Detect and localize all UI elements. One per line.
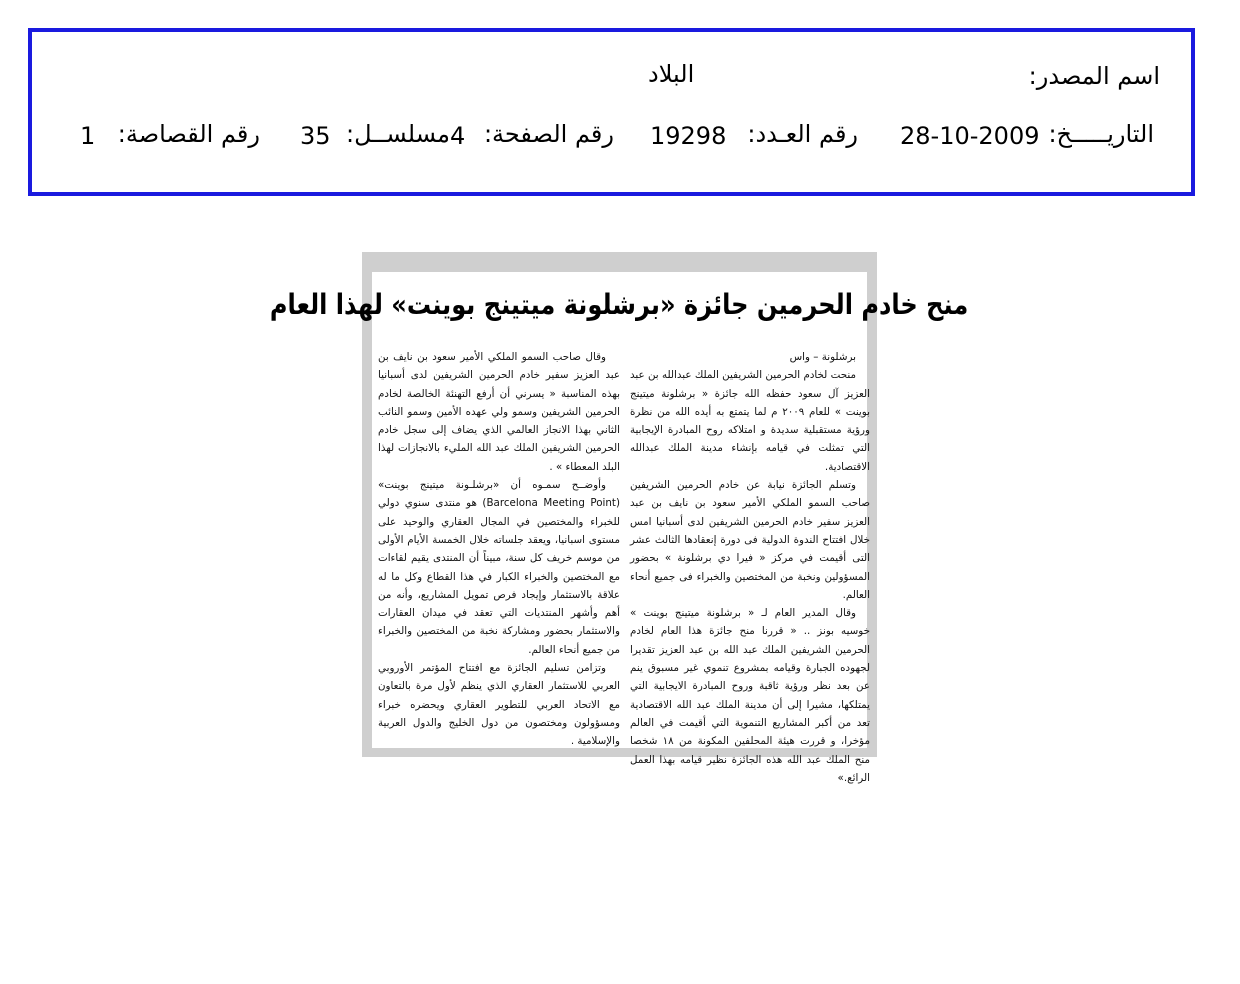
left-paragraph: وتزامن تسليم الجائزة مع افتتاح المؤتمر الأوروبي العربي للاستثمار العقاري الذي ينظم لأول مرة بالتعاون مع الاتحاد العربي للتطوير العقاري ويحضره خبراء ومسؤولون ومختصون من دول الخليج والدول العربية والإسلامية . [378,662,620,748]
right-paragraph: وتسلم الجائزة نيابة عن خادم الحرمين الشريفين صاحب السمو الملكي الأمير سعود بن نايف بن عبد العزيز سفير خادم الحرمين الشريفين لدى أسبانيا امس خلال افتتاح الندوة الدولية فى دورة إنعقادها الثالث عشر التى أقيمت في مركز « فيرا دي برشلونة » بحضور المسؤولين ونخبة من المختصين والخبراء فى جميع أنحاء العالم. [630,479,870,601]
clip-number-label: رقم القصاصة: [117,120,260,148]
right-paragraph: برشلونة – واس [789,351,856,363]
page-label: رقم الصفحة: [483,120,614,148]
article-column-left [378,348,620,751]
page-value: 4 [450,122,466,150]
source-value: البلاد [648,60,695,88]
headline-band [270,272,969,336]
right-paragraph: وقال المدير العام لـ « برشلونة ميتينج بوينت » خوسيه بونز .. « قررنا منح جائزة هذا العام لخادم الحرمين الشريفين الملك عبد الله بن عبد العزيز تقديرا لجهوده الجبارة وقيامه بمشروع تنموي غير مسبوق ينم عن بعد نظر ورؤية ثاقبة وروح المبادرة الايجابية التي يمتلكها، مشيرا إلى أن مدينة الملك عبد الله الاقتصادية تعد من أكبر المشاريع التنموية التي أقيمت في العالم مؤخرا، و قررت هيئة المحلفين المكونة من ١٨ شخصا منح الملك عبد الله هذه الجائزة نظير قيامه بهذا العمل الرائع.» [630,607,870,784]
left-paragraph: وقال صاحب السمو الملكي الأمير سعود بن نايف بن عبد العزيز سفير خادم الحرمين الشريفين لدى أسبانيا بهذه المناسبة « يسرني أن أرفع التهنئة الخالصة لخادم الحرمين الشريفين وسمو ولي عهده الأمين وسمو النائب الثاني بهذا الانجاز العالمي الذي يضاف إلى سجل خادم الحرمين الشريفين الملك عبد الله المليء بالانجازات لهذا البلد المعطاء » . [378,351,620,473]
article-headline: منح خادم الحرمين جائزة «برشلونة ميتينج بوينت» لهذا العام [270,287,969,321]
issue-label: رقم العـدد: [747,120,858,148]
issue-value: 19298 [650,122,727,150]
newspaper-clipping [270,252,969,784]
date-value: 28-10-2009 [900,122,1040,150]
date-label: التاريـــــخ: [1048,120,1154,148]
clip-number-value: 1 [80,122,96,150]
serial-label: مسلســل: [346,120,450,148]
source-info-box [28,28,1195,196]
right-paragraph: منحت لخادم الحرمين الشريفين الملك عبدالله بن عبد العزيز آل سعود حفظه الله جائزة « برشلونة ميتينج بوينت » للعام ٢٠٠٩ م لما يتمتع به أيده الله من نظرة ورؤية مستقبلية سديدة و امتلاكه روح المبادرة الإيجابية التي تمثلت في قيامه بإنشاء مدينة الملك عبدالله الاقتصادية. [630,369,870,473]
clipping-content [270,272,969,784]
article-column-right [630,348,870,787]
source-label: اسم المصدر: [1028,62,1160,90]
serial-value: 35 [300,122,331,150]
left-paragraph: وأوضــح سمـوه أن «برشلـونة ميتينج بوينت» (Barcelona Meeting Point) هو منتدى سنوي دولي للخبراء والمختصين في المجال العقاري والوحيد على مستوى اسبانيا، ويعقد جلساته خلال الخمسة الأيام الأولى من موسم خريف كل سنة، مبيناً أن المنتدى يقيم لقاءات مع المختصين والخبراء الكبار في هذا القطاع وكل ما له علاقة بالاستثمار وإيجاد فرص تمويل المشاريع، وأنه من أهم وأشهر المنتديات التي تعقد في ميدان العقارات والاستثمار بحضور ومشاركة نخبة من المختصين والخبراء من جميع أنحاء العالم. [378,479,620,656]
